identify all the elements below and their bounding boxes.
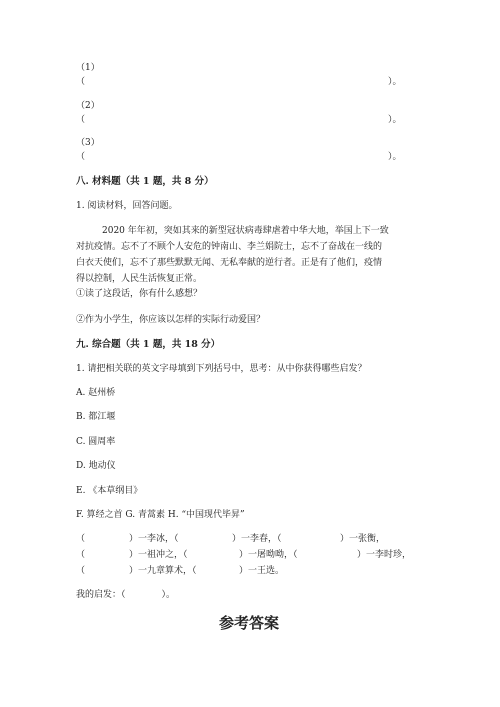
option-b: B. 都江堰 xyxy=(76,412,116,422)
option-f-g-h: F. 算经之首 G. 青蒿素 H. “中国现代毕昇” xyxy=(76,510,245,520)
option-a: A. 赵州桥 xyxy=(76,388,116,398)
blank-1-number: （1） xyxy=(76,63,100,73)
fill-row-2-open: （ xyxy=(76,550,86,560)
fill-row-3-jiuzhang: ）一九章算术，（ xyxy=(129,566,197,576)
section-8-heading: 八. 材料题（共 1 题，共 8 分） xyxy=(76,176,214,187)
fill-row-3-wang-xuan: ）一王选。 xyxy=(239,566,285,576)
passage-line-1: 2020 年年初，突如其来的新型冠状病毒肆虐着中华大地，举国上下一致 xyxy=(102,226,389,236)
blank-2-number: （2） xyxy=(76,101,100,111)
section-8-sub-question-2: ②作为小学生，你应该以怎样的实际行动爱国？ xyxy=(76,315,266,325)
fill-row-1-li-chun: ）一李春，（ xyxy=(232,534,282,544)
option-c: C. 圆周率 xyxy=(76,437,116,447)
section-8-sub-question-1: ①读了这段话，你有什么感想？ xyxy=(76,289,203,299)
fill-row-1-zhang-heng: ）一张衡， xyxy=(340,534,386,544)
answer-title: 参考答案 xyxy=(219,614,280,632)
fill-row-2-tu-youyou: ）一屠呦呦，（ xyxy=(239,550,298,560)
blank-1-open: （ xyxy=(76,77,86,87)
blank-3-close: ）。 xyxy=(388,152,402,162)
passage-line-3: 白衣天使们，忘不了那些默默无闻、无私奉献的逆行者。正是有了他们，疫情 xyxy=(76,258,383,268)
option-e: E. 《本草纲目》 xyxy=(76,486,143,496)
section-9-question: 1. 请把相关联的英文字母填到下列括号中，思考：从中你获得哪些启发？ xyxy=(76,364,367,374)
fill-row-3-open: （ xyxy=(76,566,86,576)
passage-line-4: 得以控制，人民生活恢复正常。 xyxy=(76,274,203,284)
passage-line-2: 对抗疫情。忘不了不顾个人安危的钟南山、李兰娟院士，忘不了奋战在一线的 xyxy=(76,242,383,252)
fill-row-2-li-shizhen: ）一李时珍， xyxy=(357,550,412,560)
blank-2-open: （ xyxy=(76,115,86,125)
fill-row-2-zu-chongzhi: ）一祖冲之，（ xyxy=(129,550,188,560)
blank-1-close: ）。 xyxy=(388,77,402,87)
blank-3-open: （ xyxy=(76,152,86,162)
section-8-question: 1. 阅读材料，回答问题。 xyxy=(76,201,178,211)
section-9-heading: 九. 综合题（共 1 题，共 18 分） xyxy=(76,339,221,350)
blank-2-close: ）。 xyxy=(388,115,402,125)
inspiration-line: 我的启发：（ ）。 xyxy=(76,590,176,600)
fill-row-1-open: （ xyxy=(76,534,86,544)
blank-3-number: （3） xyxy=(76,138,100,148)
option-d: D. 地动仪 xyxy=(76,461,116,471)
fill-row-1-li-bing: ）一李冰，（ xyxy=(129,534,179,544)
